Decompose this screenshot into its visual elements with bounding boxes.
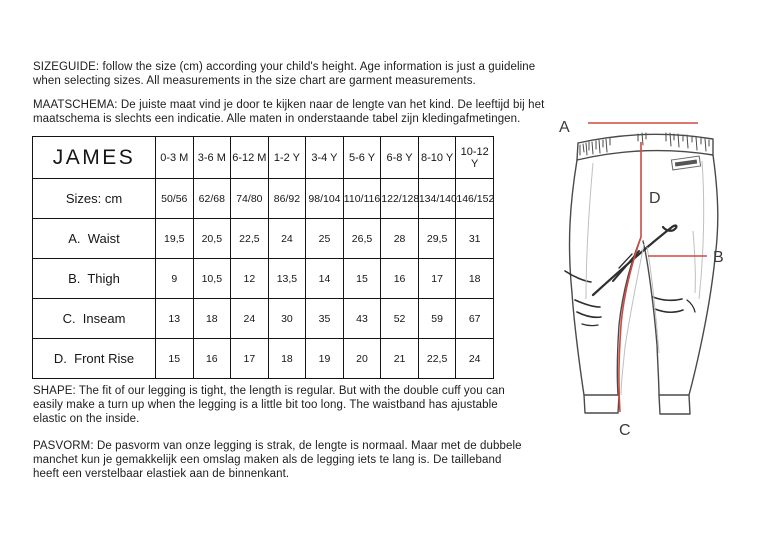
cell-waist-1: 20,5 [193,219,231,259]
left-cuff [584,395,619,413]
table-header-row [33,137,494,179]
cell-inseam-0: 13 [156,299,194,339]
table-row-sizes [33,179,494,219]
col-header-3-6m: 3-6 M [193,137,231,179]
cell-thigh-4: 14 [306,259,344,299]
cell-sizes-0: 50/56 [156,179,194,219]
cell-sizes-1: 62/68 [193,179,231,219]
shape-paragraph: SHAPE: The fit of our legging is tight, the length is regular. But with the double cuff you can easily make a turn up when the legging is a little bit too long. The waistband has ajustable elastic on the inside. [33,385,505,425]
cell-thigh-3: 13,5 [268,259,306,299]
col-header-8-10y: 8-10 Y [418,137,456,179]
cell-sizes-8: 146/152 [456,179,494,219]
cell-waist-6: 28 [381,219,419,259]
table-row-thigh [33,259,494,299]
cell-frontrise-2: 17 [231,339,269,379]
cell-sizes-7: 134/140 [418,179,456,219]
cell-thigh-6: 16 [381,259,419,299]
table-row-waist [33,219,494,259]
cell-sizes-6: 122/128 [381,179,419,219]
cell-waist-4: 25 [306,219,344,259]
cell-waist-8: 31 [456,219,494,259]
cell-thigh-7: 17 [418,259,456,299]
pasvorm-paragraph: PASVORM: De pasvorm van onze legging is strak, de lengte is normaal. Maar met de dubbele manchet kun je gemakkelijk een omslag maken als de legging iets te lang is. De tailleband heeft een verstelbaar elastiek aan de binnenkant. [33,440,522,480]
cell-inseam-1: 18 [193,299,231,339]
label-a: A [559,119,570,136]
cell-frontrise-7: 22,5 [418,339,456,379]
row-label-thigh: B. Thigh [33,259,156,299]
cell-inseam-7: 59 [418,299,456,339]
cell-waist-2: 22,5 [231,219,269,259]
col-header-5-6y: 5-6 Y [343,137,381,179]
row-label-sizes: Sizes: cm [33,179,156,219]
cell-inseam-4: 35 [306,299,344,339]
col-header-6-8y: 6-8 Y [381,137,419,179]
cell-frontrise-6: 21 [381,339,419,379]
cell-inseam-8: 67 [456,299,494,339]
row-label-waist: A. Waist [33,219,156,259]
cell-sizes-2: 74/80 [231,179,269,219]
cell-sizes-3: 86/92 [268,179,306,219]
cell-thigh-2: 12 [231,259,269,299]
cell-waist-7: 29,5 [418,219,456,259]
size-chart-table [32,136,494,379]
left-inseam [617,237,641,395]
cell-frontrise-5: 20 [343,339,381,379]
cell-frontrise-4: 19 [306,339,344,379]
col-header-10-12y: 10-12 Y [456,137,494,179]
col-header-3-4y: 3-4 Y [306,137,344,179]
cell-frontrise-8: 24 [456,339,494,379]
cell-sizes-4: 98/104 [306,179,344,219]
legging-diagram [553,103,766,458]
col-header-6-12m: 6-12 M [231,137,269,179]
table-row-inseam [33,299,494,339]
cell-inseam-3: 30 [268,299,306,339]
col-header-1-2y: 1-2 Y [268,137,306,179]
brand-label-patch [671,156,700,170]
label-c: C [619,422,631,439]
row-label-inseam: C. Inseam [33,299,156,339]
cell-inseam-5: 43 [343,299,381,339]
label-b: B [713,249,724,266]
cell-waist-0: 19,5 [156,219,194,259]
cell-waist-3: 24 [268,219,306,259]
maatschema-paragraph: MAATSCHEMA: De juiste maat vind je door te kijken naar de lengte van het kind. De leeftijd bij het maatschema is slechts een indicatie. Alle maten in onderstaande tabel zijn kledingafmetingen. [33,99,545,125]
cell-thigh-8: 18 [456,259,494,299]
cell-sizes-5: 110/116 [343,179,381,219]
cell-waist-5: 26,5 [343,219,381,259]
cell-inseam-2: 24 [231,299,269,339]
seam-lines [586,161,704,395]
cell-thigh-0: 9 [156,259,194,299]
cell-frontrise-3: 18 [268,339,306,379]
row-label-front-rise: D. Front Rise [33,339,156,379]
sizeguide-paragraph: SIZEGUIDE: follow the size (cm) according your child's height. Age information is just a guideline when selecting sizes. All measurements in the size chart are garment measurements. [33,61,536,87]
cell-thigh-5: 15 [343,259,381,299]
cell-frontrise-1: 16 [193,339,231,379]
legging-drawing [553,103,766,458]
waistband [577,134,713,160]
table-row-front-rise [33,339,494,379]
product-name: JAMES [33,137,156,179]
right-inseam [643,241,659,395]
col-header-0-3m: 0-3 M [156,137,194,179]
label-d: D [649,190,661,207]
right-cuff [659,395,690,414]
cell-thigh-1: 10,5 [193,259,231,299]
cell-inseam-6: 52 [381,299,419,339]
cell-frontrise-0: 15 [156,339,194,379]
